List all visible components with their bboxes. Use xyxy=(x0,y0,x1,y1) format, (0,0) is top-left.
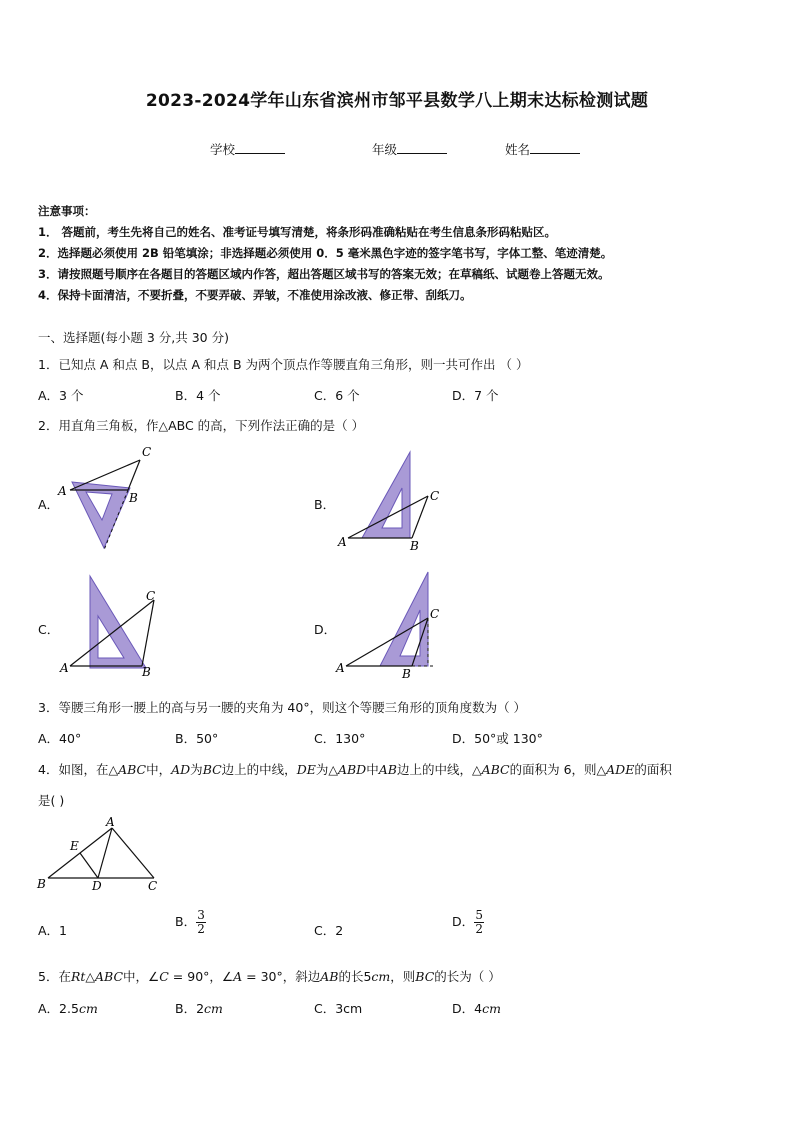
name-blank xyxy=(530,141,580,154)
label-b: B xyxy=(402,667,411,681)
q4-option-d[interactable] xyxy=(452,909,484,936)
q5-math: A xyxy=(233,969,243,984)
question-2-stem: 2．用直角三角板，作△ABC 的高，下列作法正确的是（ ） xyxy=(38,418,365,433)
side-ac xyxy=(112,828,154,878)
q3-option-b[interactable]: B．50° xyxy=(175,731,219,746)
notice-item: 1． 答题前，考生先将自己的姓名、准考证号填写清楚，将条形码准确粘贴在考生信息条形码粘贴区。 xyxy=(38,225,556,239)
q5-text: 中，∠ xyxy=(123,969,160,984)
q2-option-d[interactable]: D． xyxy=(314,622,337,637)
label-c: C xyxy=(430,489,440,503)
numerator: 5 xyxy=(475,908,483,922)
side-bc xyxy=(142,600,154,666)
school-field xyxy=(210,140,285,158)
q4-text: 边上的中线， xyxy=(221,762,297,777)
grade-label: 年级 xyxy=(372,142,398,157)
q5-text: ，则 xyxy=(390,969,416,984)
unit: cm xyxy=(482,1001,501,1016)
q2-figure-d xyxy=(334,570,446,682)
q4-figure xyxy=(34,814,166,894)
notice-item: 2．选择题必须使用 2B 铅笔填涂；非选择题必须使用 0．5 毫米黑色字迹的签字笔书写，字体工整、笔迹清楚。 xyxy=(38,246,613,260)
q4-text: 为 xyxy=(190,762,203,777)
q5-option-b-value: B．2 xyxy=(175,1001,205,1016)
q5-option-d-value: D．4 xyxy=(452,1001,483,1016)
side-bc xyxy=(412,496,428,538)
q5-option-b[interactable] xyxy=(175,999,223,1017)
numerator: 3 xyxy=(197,908,205,922)
q5-text: 5．在 xyxy=(38,969,71,984)
q5-text: = 90°，∠ xyxy=(168,969,234,984)
label-c: C xyxy=(142,445,152,459)
q4-math: ABD xyxy=(337,762,367,777)
label-b: B xyxy=(37,877,46,891)
q5-text: 5 xyxy=(363,969,372,984)
fraction xyxy=(196,909,206,936)
q4-text: 的面积 xyxy=(634,762,672,777)
label-a: A xyxy=(338,535,347,549)
label-a: A xyxy=(106,815,115,829)
notice-heading: 注意事项： xyxy=(38,204,96,218)
denominator: 2 xyxy=(475,922,483,936)
q1-option-c[interactable]: C．6 个 xyxy=(314,388,360,403)
q2-option-c[interactable]: C． xyxy=(38,622,60,637)
label-c: C xyxy=(148,879,158,893)
label-a: A xyxy=(60,661,69,675)
question-1-stem: 1．已知点 A 和点 B，以点 A 和点 B 为两个顶点作等腰直角三角形，则一共可作出 （ ） xyxy=(38,357,529,372)
question-5-stem xyxy=(38,967,501,985)
q5-math: cm xyxy=(371,969,391,984)
q2-figure-b xyxy=(334,448,448,554)
q4-math: ABC xyxy=(481,762,510,777)
q4-math: AD xyxy=(171,762,191,777)
q4-option-b[interactable] xyxy=(175,909,206,936)
label-c: C xyxy=(430,607,440,621)
name-field xyxy=(505,140,580,158)
q2-option-b[interactable]: B． xyxy=(314,497,336,512)
label-b: B xyxy=(129,491,138,505)
q4-text: 4．如图，在△ xyxy=(38,762,119,777)
page-title: 2023-2024学年山东省滨州市邹平县数学八上期末达标检测试题 xyxy=(145,91,649,111)
grade-field xyxy=(372,140,447,158)
q4-math: ABC xyxy=(118,762,147,777)
q5-option-c[interactable]: C．3cm xyxy=(314,1001,363,1016)
q4-math: AB xyxy=(378,762,397,777)
school-label: 学校 xyxy=(210,142,236,157)
fraction xyxy=(474,909,484,936)
notice-item: 3．请按照题号顺序在各题目的答题区域内作答，超出答题区域书写的答案无效；在草稿纸、试题卷上答题无效。 xyxy=(38,267,610,281)
label-d: D xyxy=(92,879,102,893)
unit: cm xyxy=(78,1001,98,1016)
label-b: B xyxy=(410,539,419,553)
q1-option-d[interactable]: D．7 个 xyxy=(452,388,499,403)
q4-text: 为△ xyxy=(315,762,338,777)
notice-item: 4．保持卡面清洁，不要折叠，不要弄破、弄皱，不准使用涂改液、修正带、刮纸刀。 xyxy=(38,288,472,302)
question-4-stem-cont: 是( ) xyxy=(38,793,65,808)
q4-option-c[interactable]: C．2 xyxy=(314,923,344,938)
q3-option-a[interactable]: A．40° xyxy=(38,731,82,746)
grade-blank xyxy=(397,141,447,154)
question-3-stem: 3．等腰三角形一腰上的高与另一腰的夹角为 40°，则这个等腰三角形的顶角度数为（ ） xyxy=(38,700,527,715)
median-de xyxy=(80,853,98,878)
median-ad xyxy=(98,828,112,878)
q3-option-c[interactable]: C．130° xyxy=(314,731,366,746)
q4-text: 的面积为 6，则△ xyxy=(509,762,607,777)
q5-option-d[interactable] xyxy=(452,999,501,1017)
q5-text: = 30°，斜边 xyxy=(242,969,321,984)
q5-math: Rt xyxy=(70,969,86,984)
q5-math: BC xyxy=(415,969,435,984)
label-b: B xyxy=(142,665,151,679)
q5-math: C xyxy=(159,969,169,984)
q5-text: 的长 xyxy=(338,969,364,984)
q4-math: DE xyxy=(296,762,316,777)
q1-option-a[interactable]: A．3 个 xyxy=(38,388,84,403)
label-a: A xyxy=(336,661,345,675)
school-blank xyxy=(235,141,285,154)
q5-text: 的长为（ ） xyxy=(434,969,501,984)
q4-option-b-label: B． xyxy=(175,914,197,929)
q4-text: 中 xyxy=(366,762,379,777)
q5-text: △ xyxy=(85,969,96,984)
section-heading: 一、选择题(每小题 3 分,共 30 分) xyxy=(38,330,229,345)
q4-math: BC xyxy=(202,762,222,777)
q4-text: 边上的中线，△ xyxy=(396,762,482,777)
q2-figure-c xyxy=(58,572,162,680)
q4-math: ADE xyxy=(606,762,635,777)
q5-option-a[interactable] xyxy=(38,999,98,1017)
label-e: E xyxy=(70,839,79,853)
unit: cm xyxy=(204,1001,223,1016)
q4-text: 中， xyxy=(146,762,172,777)
name-label: 姓名 xyxy=(505,142,531,157)
q5-math: ABC xyxy=(95,969,124,984)
q4-option-d-label: D． xyxy=(452,914,475,929)
q5-math: AB xyxy=(320,969,339,984)
label-a: A xyxy=(58,484,67,498)
q3-option-d[interactable]: D．50°或 130° xyxy=(452,731,543,746)
denominator: 2 xyxy=(197,922,205,936)
q2-figure-a xyxy=(56,440,160,560)
label-c: C xyxy=(146,589,156,603)
q2-option-a[interactable]: A． xyxy=(38,497,60,512)
q4-option-a[interactable]: A．1 xyxy=(38,923,68,938)
q1-option-b[interactable]: B．4 个 xyxy=(175,388,221,403)
q5-option-a-value: A．2.5 xyxy=(38,1001,79,1016)
question-4-stem xyxy=(38,760,672,778)
